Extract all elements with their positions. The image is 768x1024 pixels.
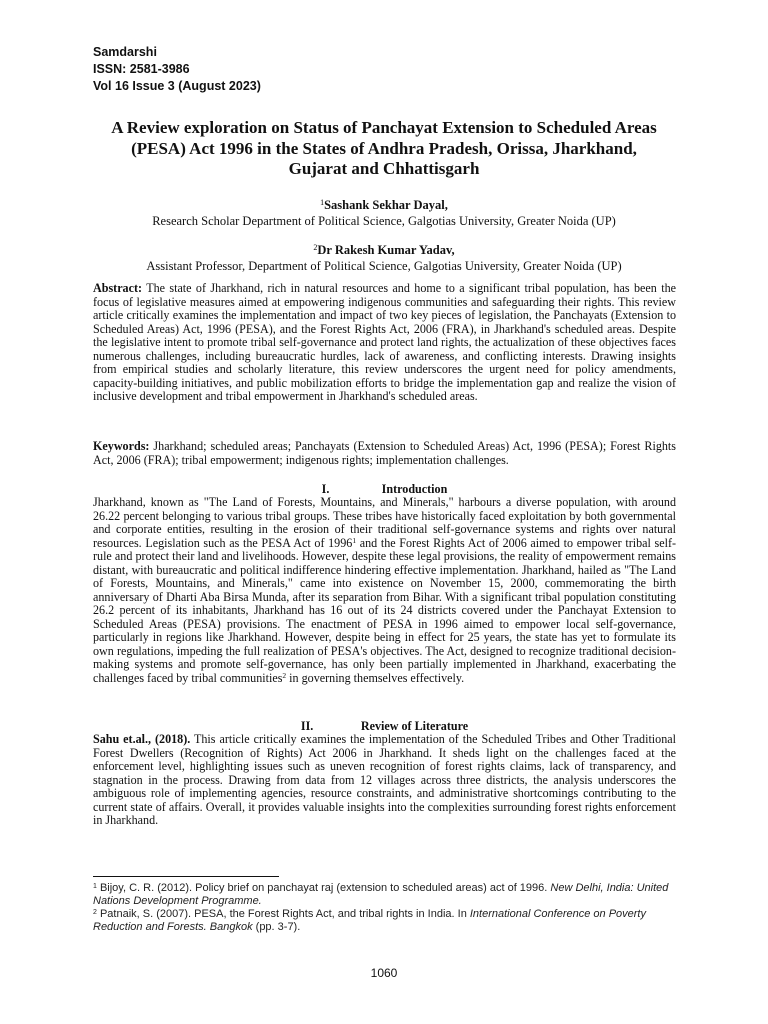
footnote-divider	[93, 876, 279, 877]
footnote-ref-2: 2	[282, 670, 287, 680]
title-line-3: Gujarat and Chhattisgarh	[288, 159, 480, 178]
abstract	[93, 282, 676, 404]
intro-text-a: Jharkhand, known as "The Land of Forests, Mountains, and Minerals," harbours a diverse population, with around 26.22 percent belonging to various tribal groups. These tribes have historically faced exploitation by both governmental and corporate entities, resulting in the erosion of their traditional self-governance systems and rights over natural resources. Legislation such as the PESA Act of 1996	[93, 495, 676, 550]
footnote-2-plain: Patnaik, S. (2007). PESA, the Forest Rights Act, and tribal rights in India. In	[96, 908, 470, 920]
author-2-affiliation: Assistant Professor, Department of Political Science, Galgotias University, Greater Noida (UP)	[146, 259, 622, 273]
keywords-text: Jharkhand; scheduled areas; Panchayats (Extension to Scheduled Areas) Act, 1996 (PESA); Forest Rights Act, 2006 (FRA); tribal empowerment; indigenous rights; implementation challenges.	[93, 439, 676, 467]
author-1-marker: 1	[320, 198, 325, 207]
footnote-1-plain: Bijoy, C. R. (2012). Policy brief on panchayat raj (extension to scheduled areas) act of 1996.	[96, 882, 551, 894]
footnote-1	[93, 882, 676, 908]
title-line-2: (PESA) Act 1996 in the States of Andhra Pradesh, Orissa, Jharkhand,	[131, 138, 637, 158]
journal-masthead	[93, 44, 261, 95]
review-paragraph	[93, 733, 676, 828]
section-heading-review	[93, 719, 676, 733]
author-2-marker: 2	[313, 243, 318, 252]
review-text: This article critically examines the implementation of the Scheduled Tribes and Other Traditional Forest Dwellers (Recognition of Rights) Act 2006 in Jharkhand. It sheds light on the challenges faced at the enforcement level, highlighting issues such as uneven recognition of forest rights claims, lack of transparency, and stagnation in the process. Drawing from data from 12 villages across three districts, the analysis underscores the ambiguous role of implementing agencies, resource constraints, and administrative shortcomings contributing to the current state of affairs. Overall, it provides valuable insights into the complexities surrounding forest rights enforcement in Jharkhand.	[93, 732, 676, 827]
footnote-ref-1: 1	[352, 535, 357, 545]
footnote-2	[93, 908, 676, 934]
review-lead: Sahu et.al., (2018).	[93, 732, 191, 746]
abstract-label: Abstract:	[93, 281, 143, 295]
section-1-number: I.	[321, 482, 330, 496]
journal-volume: Vol 16 Issue 3 (August 2023)	[93, 79, 261, 93]
author-1-name: Sashank Sekhar Dayal,	[324, 198, 448, 212]
footnote-1-marker: 1	[93, 883, 97, 890]
footnote-2-italic: International Conference on Poverty Reduction and Forests. Bangkok	[93, 908, 646, 933]
page-number: 1060	[370, 966, 398, 980]
keywords	[93, 440, 676, 467]
section-2-title: Review of Literature	[360, 719, 469, 733]
abstract-text: The state of Jharkhand, rich in natural resources and home to a significant tribal population, has been the focus of legislative measures aimed at empowering indigenous communities and safeguarding their rights. This review article critically examines the implementation and impact of two key pieces of legislation, the Panchayats (Extension to Scheduled Areas) Act, 1996 (PESA), and the Forest Rights Act, 2006 (FRA), in Jharkhand's scheduled areas. Despite the legislative intent to promote tribal self-governance and protect land rights, the actualization of these objectives faces numerous challenges, including bureaucratic hurdles, lack of awareness, and conflicting interests. Drawing insights from empirical studies and scholarly literature, this review underscores the urgent need for policy amendments, capacity-building initiatives, and public mobilization efforts to bridge the implementation gap and realize the vision of inclusive development and tribal empowerment in Jharkhand's scheduled areas.	[93, 281, 676, 403]
title-line-1: A Review exploration on Status of Panchayat Extension to Scheduled Areas	[111, 118, 657, 137]
author-1-affiliation: Research Scholar Department of Political Science, Galgotias University, Greater Noida (UP)	[152, 214, 616, 228]
intro-text-b: and the Forest Rights Act of 2006 aimed to empower tribal self-rule and protect their land and livelihoods. However, despite these legal provisions, the reality of empowerment remains distant, with bureaucratic and political indifference hindering effective implementation. Jharkhand, hailed as "The Land of Forests, Mountains, and Minerals," came into existence on November 15, 2000, commemorating the birth anniversary of Dharti Aba Birsa Munda, after its separation from Bihar. With a significant tribal population constituting 26.2 percent of its inhabitants, Jharkhand has 16 out of its 24 districts covered under the Panchayat Extension to Scheduled Areas (PESA) provisions. The enactment of PESA in 1996 aimed to empower local self-governance, particularly in regions like Jharkhand. However, despite being in effect for 25 years, the state has yet to formulate its own regulations, impeding the full realization of PESA's objectives. The Act, designed to recognize traditional decision-making systems and promote self-governance, has only been partially implemented in Jharkhand, exacerbating the challenges faced by tribal communities	[93, 535, 677, 685]
section-1-title: Introduction	[381, 482, 448, 496]
journal-name: Samdarshi	[93, 45, 157, 59]
author-2	[60, 242, 708, 274]
footnotes	[93, 882, 676, 934]
footnote-2-tail: (pp. 3-7).	[252, 921, 301, 933]
footnote-2-marker: 2	[93, 909, 97, 916]
section-heading-introduction	[93, 482, 676, 496]
paper-title	[70, 118, 698, 180]
keywords-label: Keywords:	[93, 439, 150, 453]
author-2-name: Dr Rakesh Kumar Yadav,	[317, 243, 455, 257]
section-2-number: II.	[300, 719, 314, 733]
footnote-1-italic: New Delhi, India: United Nations Development Programme.	[93, 882, 669, 907]
introduction-paragraph	[93, 496, 676, 685]
journal-issn: ISSN: 2581-3986	[93, 62, 190, 76]
author-1	[60, 197, 708, 229]
intro-text-c: in governing themselves effectively.	[286, 670, 465, 685]
